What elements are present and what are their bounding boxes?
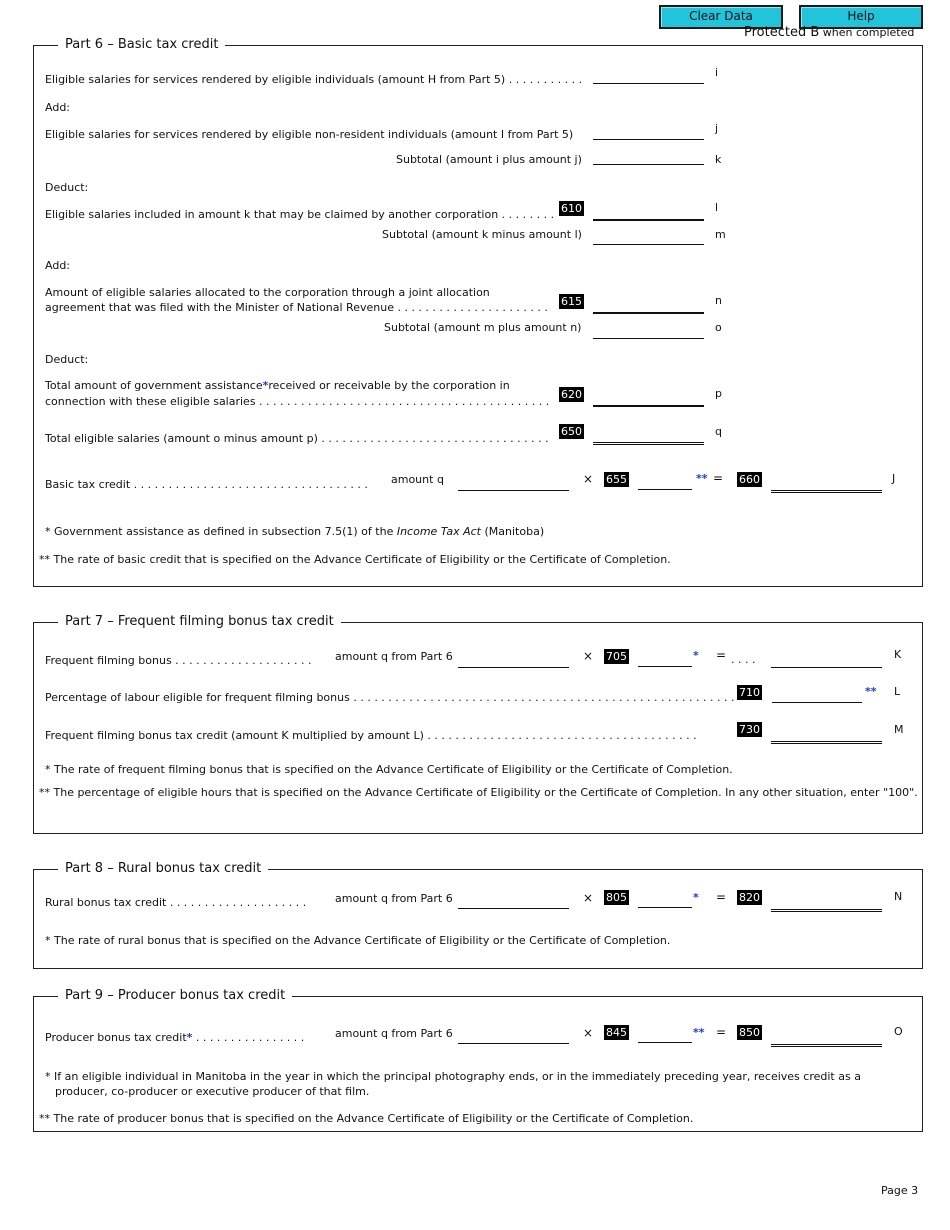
code-660: 660 (739, 473, 760, 486)
part8-section (33, 861, 923, 969)
part8-title: Part 8 – Rural bonus tax credit (58, 861, 268, 876)
letter-q: q (715, 425, 722, 438)
add-label-2: Add: (45, 259, 71, 272)
amount-J-field[interactable] (771, 476, 882, 493)
percentage-label: Percentage of labour eligible for frequent filming bonus . . . . . . . . . . . . . . . . . . . . . . . . . . . . . . . . . . . . . . . . . . . . . . . . . . . . . . . (45, 691, 735, 704)
code-615: 615 (561, 295, 582, 308)
help-button[interactable]: Help (799, 5, 923, 29)
amount-q-part6-label-7: amount q from Part 6 (335, 650, 453, 663)
line-m-label: Subtotal (amount k minus amount l) (382, 228, 582, 241)
amount-q-label: amount q (391, 473, 444, 486)
producer-text: Producer bonus tax credit (45, 1031, 187, 1044)
equals-sign-7: = (716, 648, 727, 662)
amount-o-field[interactable] (593, 324, 704, 339)
note1-text-a: * Government assistance as defined in subsection 7.5(1) of the (45, 525, 397, 538)
equals-sign: = (713, 471, 724, 485)
letter-i: i (715, 66, 719, 79)
line-o-label: Subtotal (amount m plus amount n) (384, 321, 582, 334)
code-620: 620 (561, 388, 582, 401)
producer-credit-label (45, 1031, 304, 1044)
frequent-bonus-label: Frequent filming bonus . . . . . . . . . . . . . . . . . . . . (45, 654, 312, 667)
deduct-label-2: Deduct: (45, 353, 89, 366)
letter-k: k (715, 153, 722, 166)
rate-note-stars: ** (696, 472, 708, 485)
code-820: 820 (739, 891, 760, 904)
rate-845-field[interactable] (638, 1028, 692, 1043)
frequent-credit-label: Frequent filming bonus tax credit (amount K multiplied by amount L) . . . . . . . . . . . . . . . . . . . . . . . . . . . . . . . . . . . . . . . (45, 729, 697, 742)
letter-n: n (715, 294, 722, 307)
frequent-amount-q-field[interactable] (458, 653, 569, 668)
part7-note-1: * The rate of frequent filming bonus that is specified on the Advance Certificate of Eligibility or the Certificate of Completion. (45, 763, 733, 776)
code-730: 730 (739, 723, 760, 736)
letter-K: K (894, 648, 902, 661)
times-sign: × (583, 472, 594, 486)
line-j-label: Eligible salaries for services rendered by eligible non-resident individuals (amount I from Part 5) (45, 128, 574, 141)
times-sign-9: × (583, 1026, 594, 1040)
page-number: Page 3 (881, 1184, 919, 1197)
line-p-text-a: Total amount of government assistance (45, 379, 263, 392)
amount-q-part6-label-8: amount q from Part 6 (335, 892, 453, 905)
amount-p-field[interactable] (593, 391, 704, 407)
basic-credit-label: Basic tax credit . . . . . . . . . . . . . . . . . . . . . . . . . . . . . . . . . . (45, 478, 368, 491)
letter-m: m (715, 228, 726, 241)
rate-805-field[interactable] (638, 893, 692, 908)
code-610: 610 (561, 202, 582, 215)
part9-note-1b: producer, co-producer or executive producer of that film. (55, 1085, 370, 1098)
letter-o: o (715, 321, 722, 334)
protected-text: Protected B (744, 25, 820, 40)
deduct-label-1: Deduct: (45, 181, 89, 194)
equals-dots: . . . . (731, 653, 756, 666)
part6-note-2: ** The rate of basic credit that is specified on the Advance Certificate of Eligibility or the Certificate of Completion. (39, 553, 671, 566)
line-i-label: Eligible salaries for services rendered by eligible individuals (amount H from Part 5) . . . . . . . . . . . (45, 73, 583, 86)
line-p-text-b: received or receivable by the corporation in (268, 379, 510, 392)
letter-O: O (894, 1025, 903, 1038)
percentage-stars: ** (865, 685, 877, 698)
percentage-field[interactable] (772, 688, 862, 703)
code-845: 845 (606, 1026, 627, 1039)
rate-845-stars: ** (693, 1026, 705, 1039)
line-p-star: * (262, 379, 269, 392)
line-n-label-2: agreement that was filed with the Minister of National Revenue . . . . . . . . . . . . . . . . . . . . . . (45, 301, 548, 314)
producer-star: * (186, 1031, 193, 1044)
part8-note: * The rate of rural bonus that is specified on the Advance Certificate of Eligibility or the Certificate of Completion. (45, 934, 671, 947)
amount-q-field[interactable] (593, 428, 704, 445)
letter-l: l (715, 201, 719, 214)
equals-sign-8: = (716, 890, 727, 904)
times-sign-8: × (583, 891, 594, 905)
note1-text-b: (Manitoba) (481, 525, 545, 538)
letter-J: J (892, 472, 896, 485)
amount-M-field[interactable] (771, 727, 882, 744)
letter-N: N (894, 890, 903, 903)
letter-p: p (715, 387, 722, 400)
rate-805-star: * (693, 891, 699, 904)
times-sign-7: × (583, 649, 594, 663)
protected-label (744, 25, 914, 40)
basic-amount-q-field[interactable] (458, 476, 569, 491)
clear-data-button[interactable]: Clear Data (659, 5, 783, 29)
letter-M: M (894, 723, 904, 736)
note1-italic: Income Tax Act (396, 525, 481, 538)
amount-N-field[interactable] (771, 895, 882, 912)
rural-credit-label: Rural bonus tax credit . . . . . . . . . . . . . . . . . . . . (45, 896, 307, 909)
part9-note-1a: * If an eligible individual in Manitoba in the year in which the principal photography ends, or in the immediately preceding year, receives credit as a (45, 1070, 861, 1083)
rate-705-star: * (693, 649, 699, 662)
producer-amount-q-field[interactable] (458, 1029, 569, 1044)
code-850: 850 (739, 1026, 760, 1039)
line-p-label-2: connection with these eligible salaries . . . . . . . . . . . . . . . . . . . . . . . . . . . . . . . . . . . . . . . . . . (45, 395, 550, 408)
amount-K-field[interactable] (771, 653, 882, 668)
rural-amount-q-field[interactable] (458, 894, 569, 909)
protected-suffix: when completed (822, 26, 915, 39)
part9-note-2: ** The rate of producer bonus that is specified on the Advance Certificate of Eligibility or the Certificate of Completion. (39, 1112, 694, 1125)
part9-title: Part 9 – Producer bonus tax credit (58, 988, 292, 1003)
amount-j-field[interactable] (593, 125, 704, 140)
producer-dots: . . . . . . . . . . . . . . . . (192, 1031, 305, 1044)
amount-l-field[interactable] (593, 205, 704, 221)
line-l-label: Eligible salaries included in amount k that may be claimed by another corporation . . . . . . . . (45, 208, 555, 221)
code-650: 650 (561, 425, 582, 438)
part7-note-2: ** The percentage of eligible hours that is specified on the Advance Certificate of Eligibility or the Certificate of Completion. In any other situation, enter "100". (39, 786, 918, 799)
rate-705-field[interactable] (638, 652, 692, 667)
rate-655-field[interactable] (638, 475, 692, 490)
amount-q-part6-label-9: amount q from Part 6 (335, 1027, 453, 1040)
part7-section (33, 614, 923, 834)
code-705: 705 (606, 650, 627, 663)
add-label-1: Add: (45, 101, 71, 114)
line-p-label-1 (45, 379, 510, 392)
amount-n-field[interactable] (593, 298, 704, 314)
amount-m-field[interactable] (593, 230, 704, 245)
code-805: 805 (606, 891, 627, 904)
amount-i-field[interactable] (593, 69, 704, 84)
code-655: 655 (606, 473, 627, 486)
amount-O-field[interactable] (771, 1030, 882, 1047)
line-k-label: Subtotal (amount i plus amount j) (396, 153, 582, 166)
part6-note-1 (45, 525, 544, 538)
part6-title: Part 6 – Basic tax credit (58, 37, 225, 52)
part9-section (33, 988, 923, 1132)
equals-sign-9: = (716, 1025, 727, 1039)
part6-section (33, 37, 923, 587)
part7-title: Part 7 – Frequent filming bonus tax credit (58, 614, 341, 629)
line-n-label-1: Amount of eligible salaries allocated to the corporation through a joint allocation (45, 286, 490, 299)
amount-k-field[interactable] (593, 150, 704, 165)
line-q-label: Total eligible salaries (amount o minus amount p) . . . . . . . . . . . . . . . . . . . . . . . . . . . . . . . . . (45, 432, 549, 445)
letter-j: j (715, 122, 719, 135)
code-710: 710 (739, 686, 760, 699)
letter-L: L (894, 685, 901, 698)
